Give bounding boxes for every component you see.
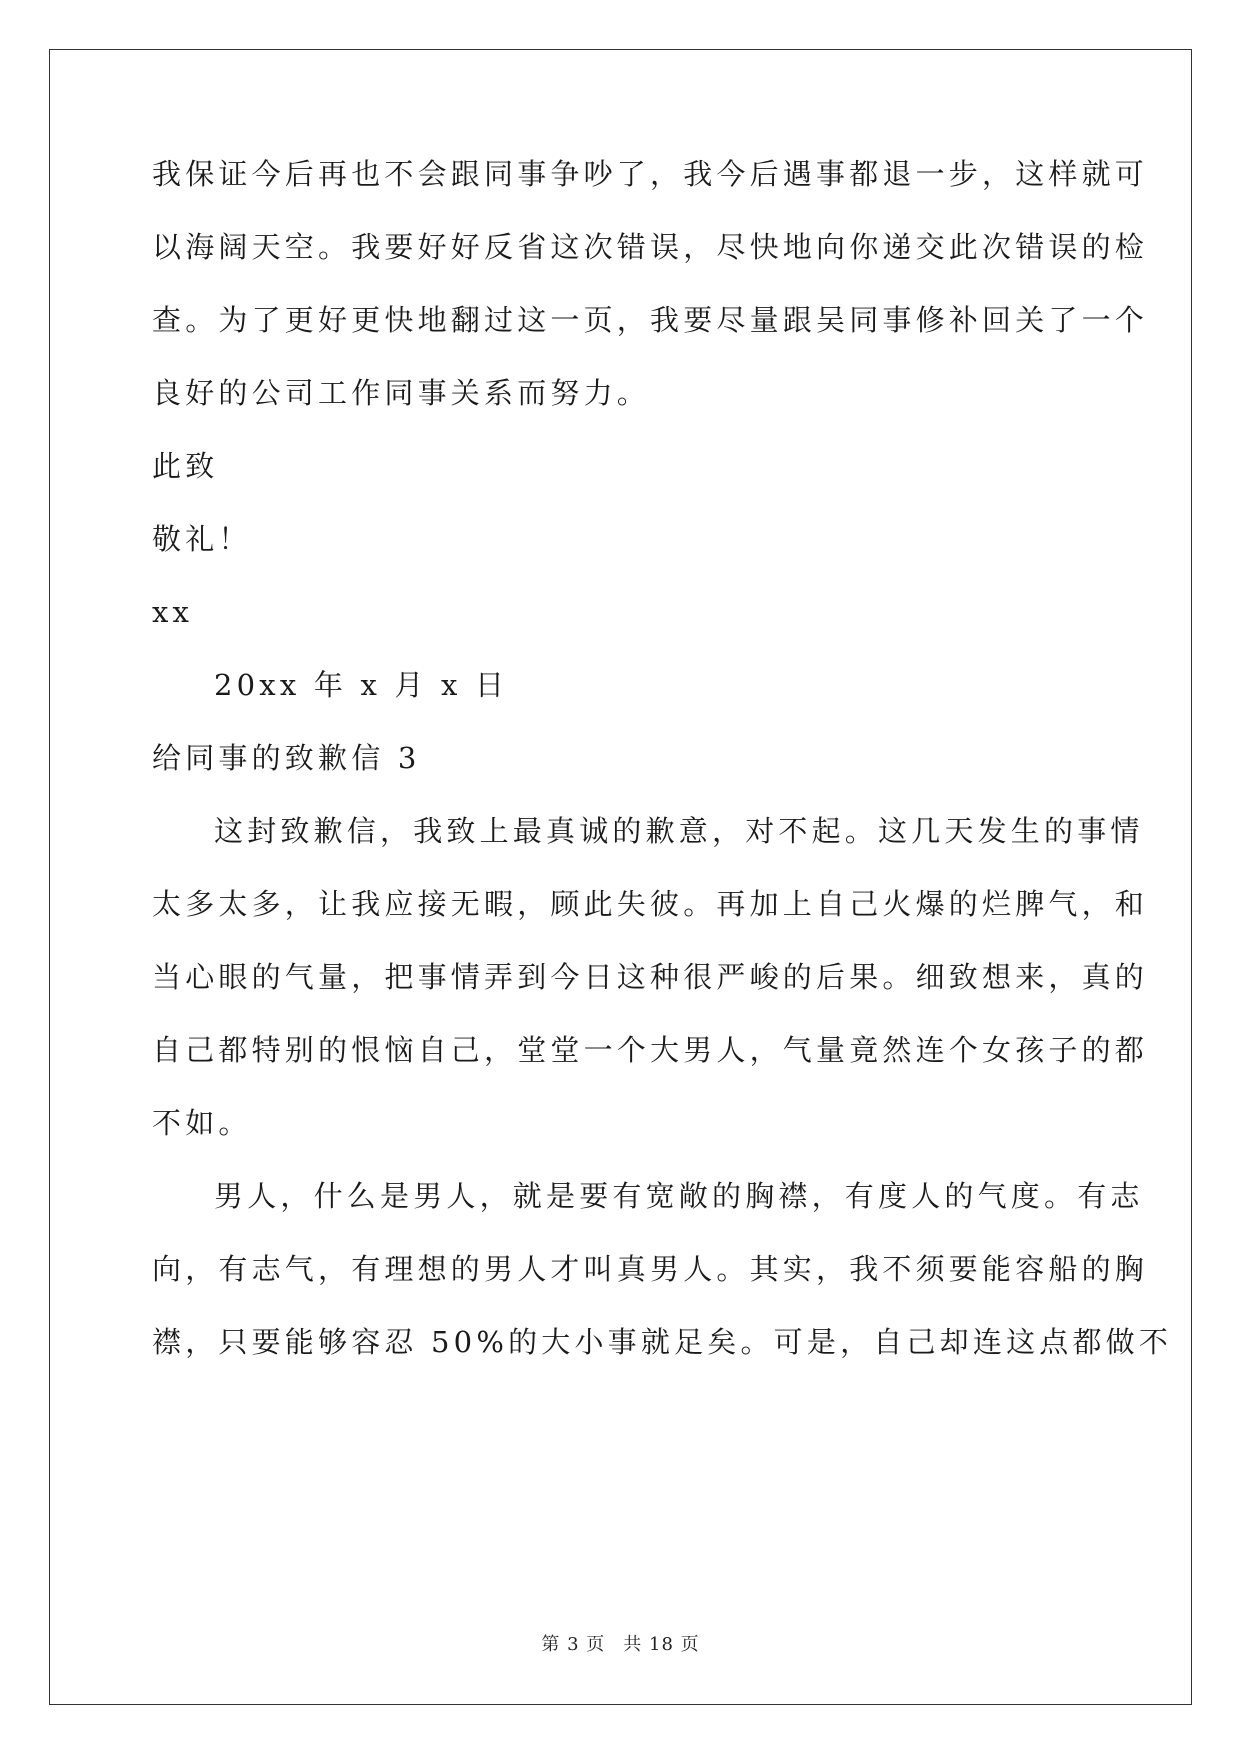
body-line: 太多太多，让我应接无暇，顾此失彼。再加上自己火爆的烂脾气，和 (152, 887, 1149, 921)
section-heading: 给同事的致歉信 3 (152, 741, 421, 775)
body-line: 当心眼的气量，把事情弄到今日这种很严峻的后果。细致想来，真的 (152, 960, 1149, 994)
page-number-total: 共 18 页 (623, 1634, 700, 1655)
closing-salutation: 此致 (152, 449, 219, 483)
body-line: 向，有志气，有理想的男人才叫真男人。其实，我不须要能容船的胸 (152, 1252, 1149, 1286)
closing-regards: 敬礼！ (152, 522, 252, 556)
signature-name: xx (152, 595, 194, 629)
page-border (49, 49, 1192, 1705)
page-number-current: 第 3 页 (541, 1634, 606, 1655)
signature-date: 20xx 年 x 月 x 日 (214, 668, 509, 702)
body-line: 这封致歉信，我致上最真诚的歉意，对不起。这几天发生的事情 (214, 814, 1144, 848)
body-line: 以海阔天空。我要好好反省这次错误，尽快地向你递交此次错误的检 (152, 230, 1149, 264)
body-line: 良好的公司工作同事关系而努力。 (152, 376, 651, 410)
page-footer (0, 1633, 1241, 1657)
body-line: 不如。 (152, 1106, 252, 1140)
body-line: 我保证今后再也不会跟同事争吵了，我今后遇事都退一步，这样就可 (152, 157, 1149, 191)
body-line: 男人，什么是男人，就是要有宽敞的胸襟，有度人的气度。有志 (214, 1179, 1144, 1213)
body-line: 查。为了更好更快地翻过这一页，我要尽量跟吴同事修补回关了一个 (152, 303, 1149, 337)
body-line: 自己都特别的恨恼自己，堂堂一个大男人，气量竟然连个女孩子的都 (152, 1033, 1149, 1067)
body-line: 襟，只要能够容忍 50%的大小事就足矣。可是，自己却连这点都做不 (152, 1325, 1173, 1359)
